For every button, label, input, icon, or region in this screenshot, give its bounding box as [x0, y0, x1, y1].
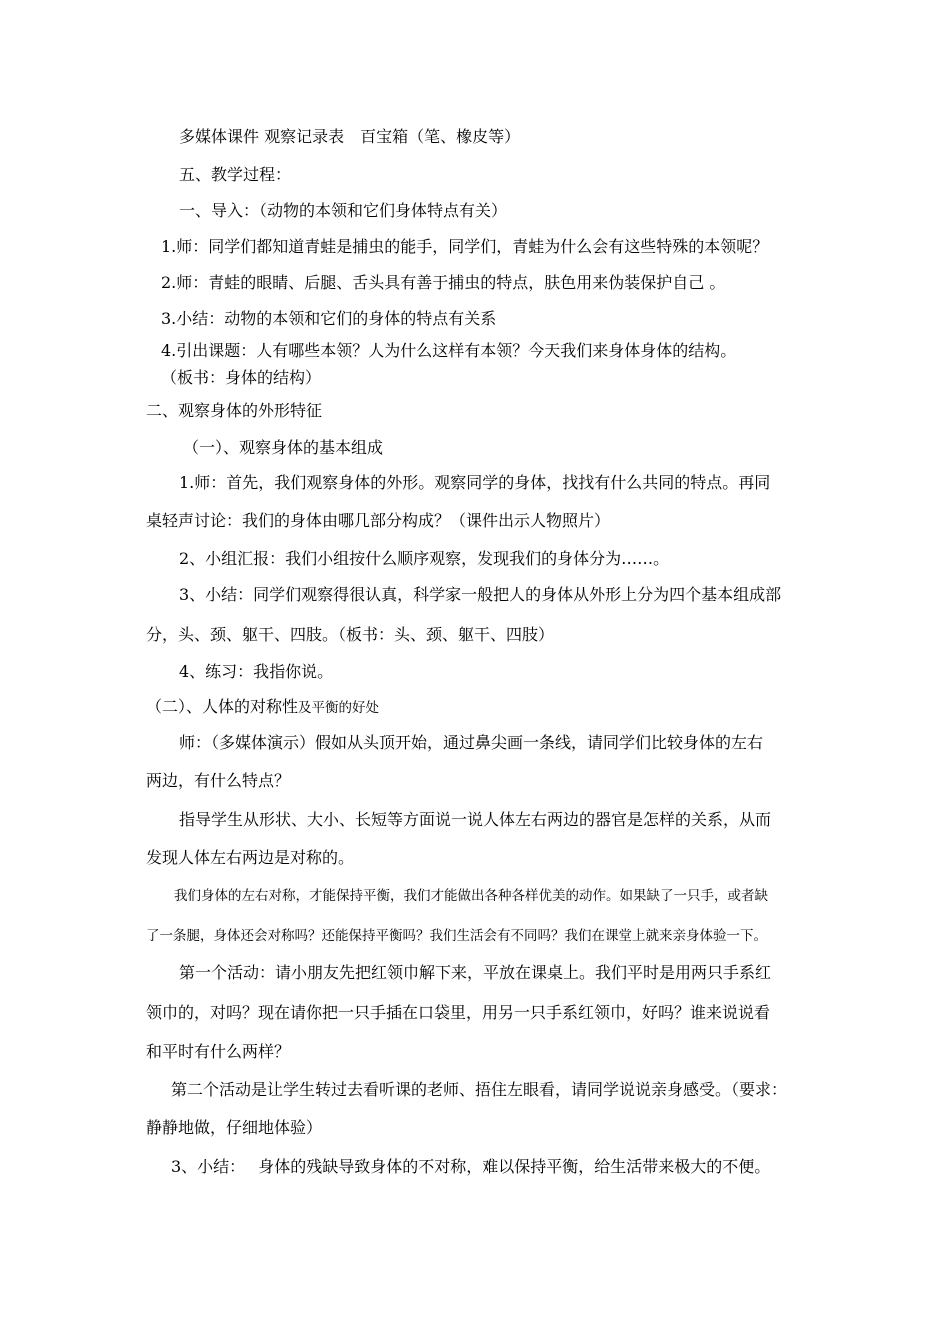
group-report-line: 2、小组汇报：我们小组按什么顺序观察，发现我们的身体分为……。: [179, 549, 670, 568]
guide-line-2: 发现人体左右两边是对称的。: [146, 848, 355, 867]
guide-line-1: 指导学生从形状、大小、长短等方面说一说人体左右两边的器官是怎样的关系，从而: [179, 810, 772, 829]
intro-item-1: 1.师：同学们都知道青蛙是捕虫的能手，同学们，青蛙为什么会有这些特殊的本领呢？: [161, 237, 769, 256]
paragraph-observe-line-2: 桌轻声讨论：我们的身体由哪几部分构成？（课件出示人物照片）: [146, 511, 611, 530]
board-note-body-structure: （板书：身体的结构）: [161, 368, 322, 387]
teacher-demo-line-1: 师：（多媒体演示）假如从头顶开始，通过鼻尖画一条线，请同学们比较身体的左右: [179, 733, 764, 752]
activity-one-line-2: 领巾的，对吗？现在请你把一只手插在口袋里，用另一只手系红领巾，好吗？谁来说说看: [146, 1003, 771, 1022]
intro-item-3: 3.小结：动物的本领和它们的身体的特点有关系: [161, 309, 497, 328]
balance-line-1: 我们身体的左右对称，才能保持平衡，我们才能做出各种各样优美的动作。如果缺了一只手，或者缺: [174, 888, 768, 904]
summary-line-1: 3、小结：同学们观察得很认真，科学家一般把人的身体从外形上分为四个基本组成部: [179, 585, 782, 604]
subheading-symmetry-small: 及平衡的好处: [298, 700, 380, 716]
exercise-line: 4、练习：我指你说。: [179, 662, 334, 681]
materials-line: 多媒体课件 观察记录表 百宝箱（笔、橡皮等）: [179, 127, 521, 146]
activity-two-line-2: 静静地做，仔细地体验）: [146, 1118, 323, 1137]
activity-one-line-3: 和平时有什么两样？: [146, 1042, 291, 1061]
heading-body-shape: 二、观察身体的外形特征: [146, 401, 323, 420]
subheading-symmetry-main: （二）、人体的对称性: [146, 697, 299, 716]
subheading-symmetry: [146, 697, 379, 718]
final-summary-line: 3、小结： 身体的残缺导致身体的不对称，难以保持平衡，给生活带来极大的不便。: [171, 1157, 771, 1176]
intro-item-4: 4.引出课题：人有哪些本领？人为什么这样有本领？今天我们来身体身体的结构。: [161, 341, 737, 360]
intro-item-2: 2.师：青蛙的眼睛、后腿、舌头具有善于捕虫的特点，肤色用来伪装保护自己 。: [161, 273, 726, 292]
balance-line-2: 了一条腿，身体还会对称吗？还能保持平衡吗？我们生活会有不同吗？我们在课堂上就来亲身体验一下。: [146, 928, 767, 944]
heading-introduction: 一、导入：（动物的本领和它们身体特点有关）: [179, 201, 508, 220]
subheading-basic-composition: （一）、观察身体的基本组成: [183, 438, 384, 457]
section-teaching-process: 五、教学过程：: [179, 165, 292, 184]
activity-two-line-1: 第二个活动是让学生转过去看听课的老师、捂住左眼看，请同学说说亲身感受。（要求：: [171, 1080, 788, 1099]
summary-line-2: 分，头、颈、躯干、四肢。（板书：头、颈、躯干、四肢）: [146, 625, 555, 644]
paragraph-observe-line-1: 1.师：首先，我们观察身体的外形。观察同学的身体，找找有什么共同的特点。再同: [179, 473, 771, 492]
teacher-demo-line-2: 两边，有什么特点？: [146, 771, 291, 790]
activity-one-line-1: 第一个活动：请小朋友先把红领巾解下来，平放在课桌上。我们平时是用两只手系红: [179, 963, 772, 982]
